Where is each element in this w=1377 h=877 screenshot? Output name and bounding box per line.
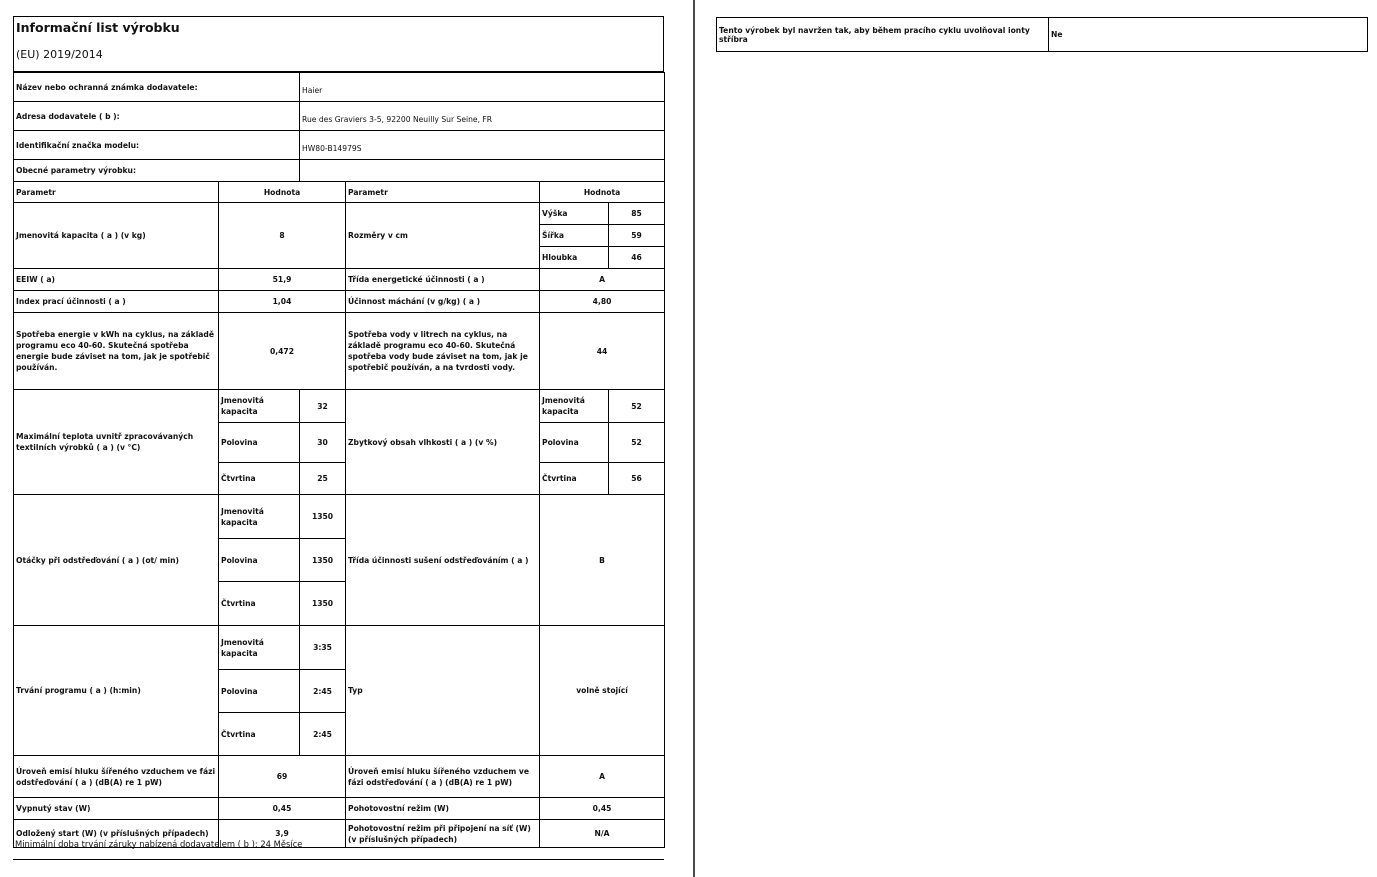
energy-class-value: A xyxy=(540,269,665,291)
off-mode-label: Vypnutý stav (W) xyxy=(14,798,219,820)
rinsing-value: 4,80 xyxy=(540,291,665,313)
moisture-rated-value: 52 xyxy=(609,390,665,423)
moisture-quarter-value: 56 xyxy=(609,463,665,495)
table-row xyxy=(14,269,665,291)
page-title: Informační list výrobku xyxy=(16,20,180,35)
off-mode-value: 0,45 xyxy=(219,798,346,820)
supplier-address-value: Rue des Graviers 3-5, 92200 Neuilly Sur Seine, FR xyxy=(300,102,665,131)
eeiw-label: EEIW ( a) xyxy=(14,269,219,291)
additional-info-sheet xyxy=(716,17,1367,52)
capacity-label: Jmenovitá kapacita ( a ) (v kg) xyxy=(14,203,219,269)
model-id-value: HW80-B14979S xyxy=(300,131,665,160)
moisture-label: Zbytkový obsah vlhkosti ( a ) (v %) xyxy=(346,390,540,495)
networked-standby-value: N/A xyxy=(540,820,665,848)
type-label: Typ xyxy=(346,626,540,756)
height-label: Výška xyxy=(540,203,609,225)
program-duration-rated-label: Jmenovitá kapacita xyxy=(219,626,300,670)
dimensions-label: Rozměry v cm xyxy=(346,203,540,269)
supplier-name-value: Haier xyxy=(300,73,665,102)
washing-index-value: 1,04 xyxy=(219,291,346,313)
product-parameters-table xyxy=(13,72,665,848)
delay-start-label: Odložený start (W) (v příslušných případech) xyxy=(14,820,219,848)
supplier-address-row xyxy=(14,102,665,131)
program-duration-half-value: 2:45 xyxy=(300,670,346,713)
general-params-value xyxy=(300,160,665,182)
height-value: 85 xyxy=(609,203,665,225)
table-row xyxy=(14,203,665,225)
column-header-value: Hodnota xyxy=(219,182,346,203)
sheet-header xyxy=(13,16,664,72)
max-temperature-quarter-value: 25 xyxy=(300,463,346,495)
warranty-footer xyxy=(13,829,664,860)
table-row xyxy=(14,756,665,798)
max-temperature-rated-value: 32 xyxy=(300,390,346,423)
general-params-row xyxy=(14,160,665,182)
water-consumption-value: 44 xyxy=(540,313,665,390)
max-temperature-quarter-label: Čtvrtina xyxy=(219,463,300,495)
spin-speed-rated-label: Jmenovitá kapacita xyxy=(219,495,300,539)
table-row xyxy=(14,390,665,423)
table-row xyxy=(14,626,665,670)
eeiw-value: 51,9 xyxy=(219,269,346,291)
type-value: volně stojící xyxy=(540,626,665,756)
table-row xyxy=(14,291,665,313)
depth-value: 46 xyxy=(609,247,665,269)
program-duration-label: Trvání programu ( a ) (h:min) xyxy=(14,626,219,756)
moisture-quarter-label: Čtvrtina xyxy=(540,463,609,495)
supplier-name-label: Název nebo ochranná známka dodavatele: xyxy=(14,73,300,102)
energy-consumption-label: Spotřeba energie v kWh na cyklus, na základě programu eco 40-60. Skutečná spotřeba energie bude záviset na tom, jak je spotřebič používán. xyxy=(14,313,219,390)
table-row xyxy=(14,798,665,820)
rinsing-label: Účinnost máchání (v g/kg) ( a ) xyxy=(346,291,540,313)
delay-start-value: 3,9 xyxy=(219,820,346,848)
max-temperature-rated-label: Jmenovitá kapacita xyxy=(219,390,300,423)
general-params-label: Obecné parametry výrobku: xyxy=(14,160,300,182)
spin-speed-label: Otáčky při odstřeďování ( a ) (ot/ min) xyxy=(14,495,219,626)
spin-speed-half-label: Polovina xyxy=(219,539,300,582)
regulation-number: (EU) 2019/2014 xyxy=(16,48,103,61)
spin-class-label: Třída účinnosti sušení odstřeďováním ( a ) xyxy=(346,495,540,626)
column-header-parameter: Parametr xyxy=(14,182,219,203)
column-header-parameter-right: Parametr xyxy=(346,182,540,203)
product-info-sheet xyxy=(13,16,664,848)
column-header-value-right: Hodnota xyxy=(540,182,665,203)
spin-speed-quarter-label: Čtvrtina xyxy=(219,582,300,626)
table-row xyxy=(717,18,1368,52)
networked-standby-label: Pohotovostní režim při připojení na síť (W) (v příslušných případech) xyxy=(346,820,540,848)
max-temperature-half-value: 30 xyxy=(300,423,346,463)
column-header-row xyxy=(14,182,665,203)
silver-ions-value: Ne xyxy=(1049,18,1368,52)
noise-class-label: Úroveň emisí hluku šířeného vzduchem ve fázi odstřeďování ( a ) (dB(A) re 1 pW) xyxy=(346,756,540,798)
noise-value: 69 xyxy=(219,756,346,798)
standby-value: 0,45 xyxy=(540,798,665,820)
spin-speed-rated-value: 1350 xyxy=(300,495,346,539)
moisture-half-value: 52 xyxy=(609,423,665,463)
page-divider xyxy=(693,0,695,877)
program-duration-half-label: Polovina xyxy=(219,670,300,713)
noise-class-value: A xyxy=(540,756,665,798)
noise-label: Úroveň emisí hluku šířeného vzduchem ve fázi odstřeďování ( a ) (dB(A) re 1 pW) xyxy=(14,756,219,798)
model-id-label: Identifikační značka modelu: xyxy=(14,131,300,160)
supplier-name-row xyxy=(14,73,665,102)
width-value: 59 xyxy=(609,225,665,247)
washing-index-label: Index prací účinnosti ( a ) xyxy=(14,291,219,313)
energy-class-label: Třída energetické účinnosti ( a ) xyxy=(346,269,540,291)
spin-class-value: B xyxy=(540,495,665,626)
model-id-row xyxy=(14,131,665,160)
table-row xyxy=(14,313,665,390)
moisture-half-label: Polovina xyxy=(540,423,609,463)
max-temperature-label: Maximální teplota uvnitř zpracovávaných textilních výrobků ( a ) (v °C) xyxy=(14,390,219,495)
program-duration-rated-value: 3:35 xyxy=(300,626,346,670)
table-row xyxy=(14,495,665,539)
program-duration-quarter-value: 2:45 xyxy=(300,713,346,756)
energy-consumption-value: 0,472 xyxy=(219,313,346,390)
additional-info-table xyxy=(716,17,1368,52)
max-temperature-half-label: Polovina xyxy=(219,423,300,463)
width-label: Šířka xyxy=(540,225,609,247)
standby-label: Pohotovostní režim (W) xyxy=(346,798,540,820)
spin-speed-half-value: 1350 xyxy=(300,539,346,582)
capacity-value: 8 xyxy=(219,203,346,269)
silver-ions-label: Tento výrobek byl navržen tak, aby během pracího cyklu uvolňoval ionty stříbra xyxy=(717,18,1049,52)
water-consumption-label: Spotřeba vody v litrech na cyklus, na základě programu eco 40-60. Skutečná spotřeba vody bude záviset na tom, jak je spotřebič používán, a na tvrdosti vody. xyxy=(346,313,540,390)
depth-label: Hloubka xyxy=(540,247,609,269)
spin-speed-quarter-value: 1350 xyxy=(300,582,346,626)
moisture-rated-label: Jmenovitá kapacita xyxy=(540,390,609,423)
supplier-address-label: Adresa dodavatele ( b ): xyxy=(14,102,300,131)
warranty-text: Minimální doba trvání záruky nabízená dodavatelem ( b ): 24 Měsíce xyxy=(15,839,303,849)
program-duration-quarter-label: Čtvrtina xyxy=(219,713,300,756)
